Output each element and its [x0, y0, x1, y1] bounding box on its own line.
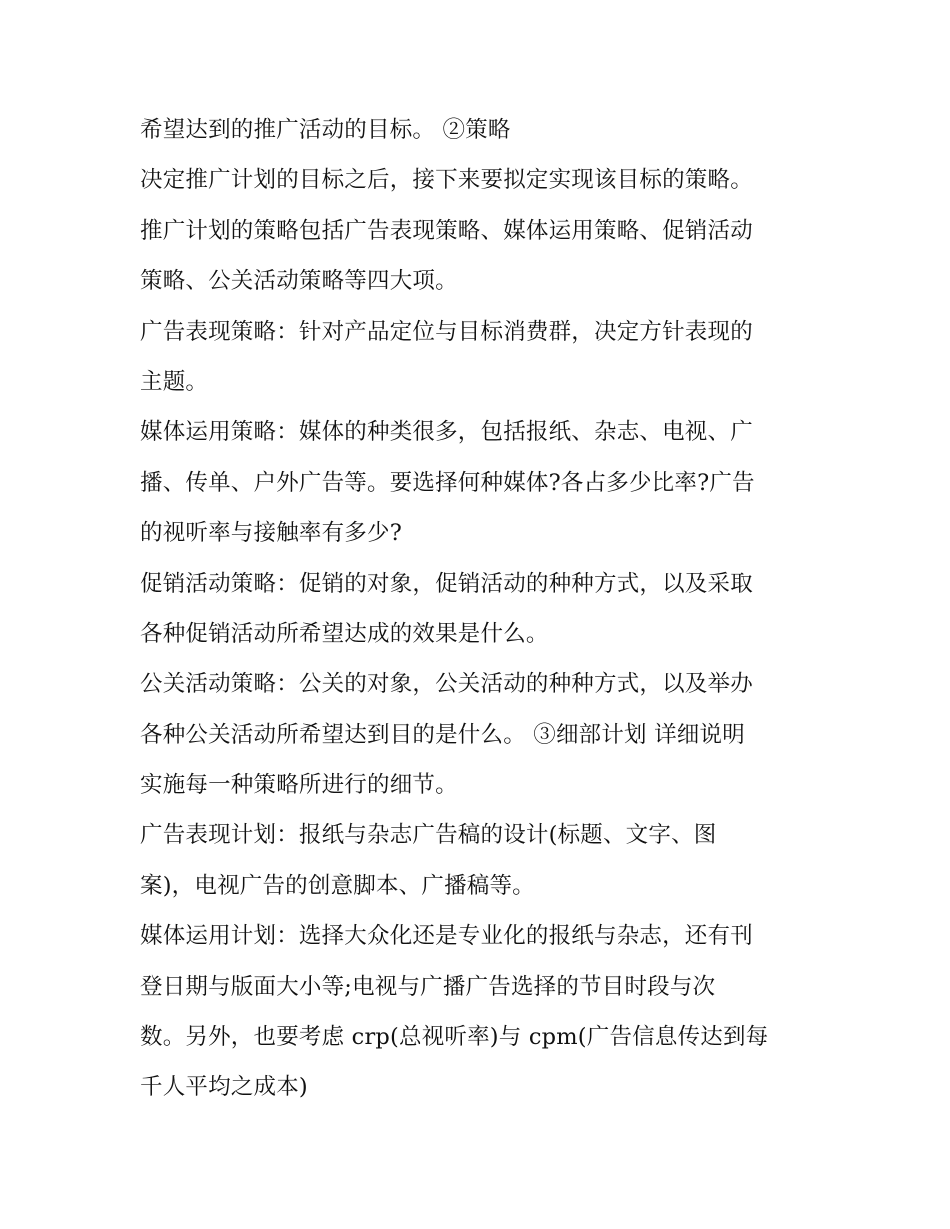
- text-line: 各种促销活动所希望达成的效果是什么。: [140, 620, 549, 647]
- text-line: 登日期与版面大小等;电视与广播广告选择的节目时段与次: [140, 973, 716, 1000]
- text-line: 广告表现计划：报纸与杂志广告稿的设计(标题、文字、图: [140, 822, 717, 849]
- text-line: 各种公关活动所希望达到目的是什么。 ③细部计划 详细说明: [140, 721, 745, 748]
- text-line: 案)，电视广告的创意脚本、广播稿等。: [140, 872, 535, 899]
- text-line: 公关活动策略：公关的对象，公关活动的种种方式，以及举办: [140, 671, 753, 698]
- document-body: [140, 105, 820, 1113]
- text-line: 决定推广计划的目标之后，接下来要拟定实现该目标的策略。: [140, 167, 753, 194]
- text-line: 媒体运用策略：媒体的种类很多，包括报纸、杂志、电视、广: [140, 419, 753, 446]
- text-line: 播、传单、户外广告等。要选择何种媒体?各占多少比率?广告: [140, 469, 755, 496]
- text-line: 数。另外，也要考虑 crp(总视听率)与 cpm(广告信息传达到每: [140, 1024, 769, 1051]
- text-line: 主题。: [140, 368, 209, 395]
- text-line: 希望达到的推广活动的目标。 ②策略: [140, 117, 511, 143]
- text-line: 广告表现策略：针对产品定位与目标消费群，决定方针表现的: [140, 318, 753, 345]
- text-line: 千人平均之成本): [140, 1074, 308, 1101]
- text-line: 实施每一种策略所进行的细节。: [140, 772, 458, 799]
- text-line: 促销活动策略：促销的对象，促销活动的种种方式，以及采取: [140, 570, 753, 597]
- text-line: 推广计划的策略包括广告表现策略、媒体运用策略、促销活动: [140, 217, 753, 244]
- text-line: 媒体运用计划：选择大众化还是专业化的报纸与杂志，还有刊: [140, 923, 753, 950]
- text-line: 策略、公关活动策略等四大项。: [140, 268, 458, 295]
- text-line: 的视听率与接触率有多少?: [140, 520, 402, 547]
